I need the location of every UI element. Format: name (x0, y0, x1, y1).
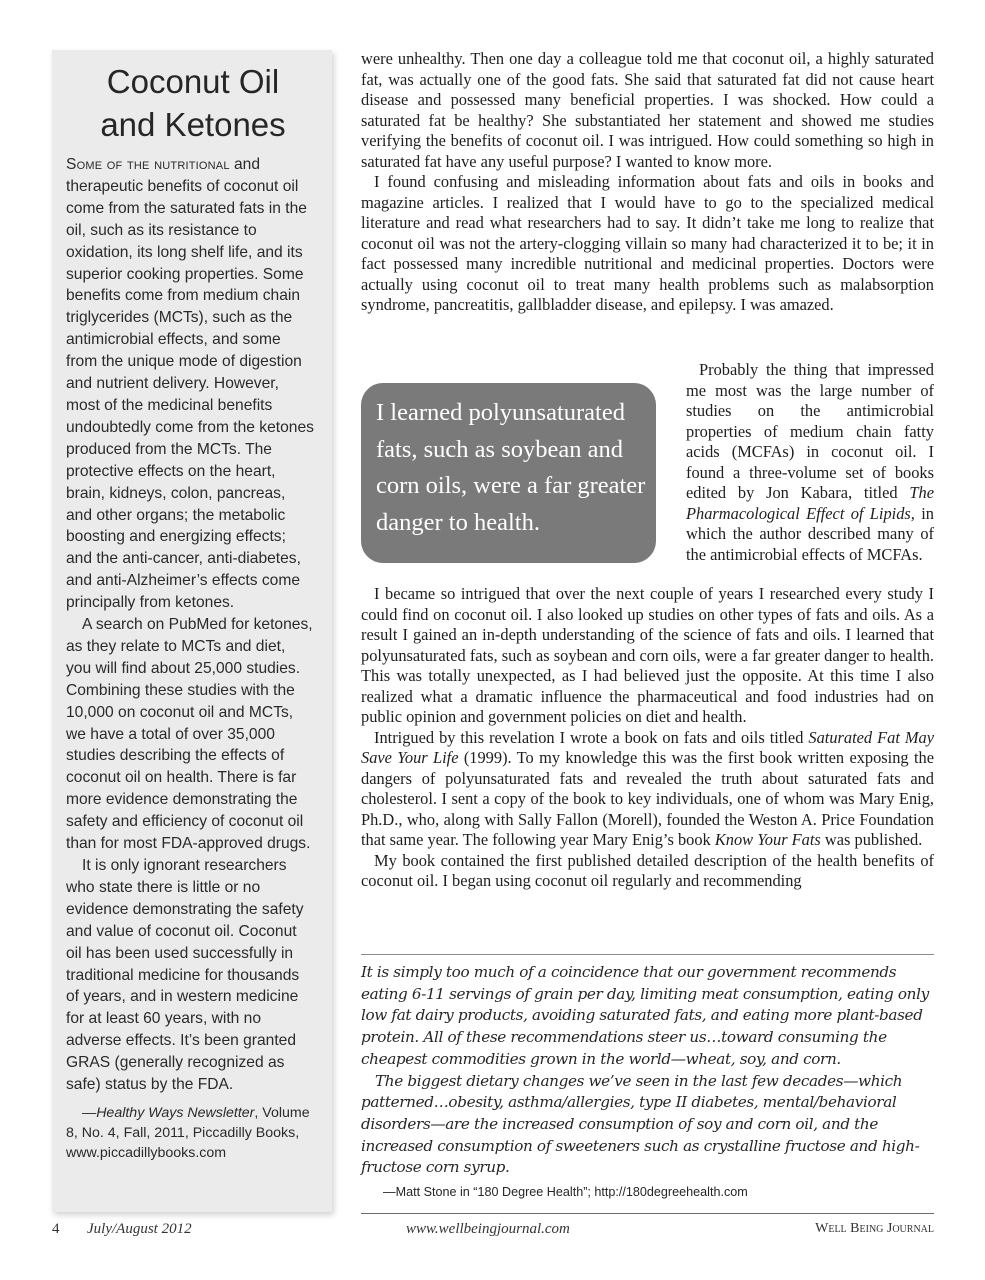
paragraph-5-end: was published. (820, 830, 923, 849)
paragraph-3-start: Probably the thing that impressed me most was the large number of studies on the antimicrobial properties of medium chain fatty acids (MCFAs) in coconut oil. I found a three-volume set of books edited by Jon Kabara, titled (686, 360, 934, 502)
quote-paragraph-2: The biggest dietary changes we’ve seen in the last few decades—which patterned…obesity, asthma/allergies, type II diabetes, mental/behavioral disorders—are the increased consumption of soy and corn oil, and the increased consumption of sweeteners such as crystalline fructose and high-fructose corn syrup. (361, 1071, 920, 1177)
issue-date: July/August 2012 (87, 1221, 192, 1237)
page-footer (0, 1221, 985, 1241)
paragraph-3-end: in which the author described many of the antimicrobial effects of MCFAs. (686, 503, 934, 564)
quote-box (361, 962, 934, 1201)
sidebar-paragraph-1 (66, 154, 314, 614)
sidebar-title-line1: Coconut Oil (106, 63, 280, 100)
paragraph-5-mid: (1999). To my knowledge this was the first book written exposing the dangers of polyunsaturated fats and revealed the truth about saturated fats and cholesterol. I sent a copy of the book to key individuals, one of whom was Mary Enig, Ph.D., who, along with Sally Fallon (Morell), founded the Weston A. Price Foundation that same year. The following year Mary Enig’s book (361, 748, 934, 849)
article-paragraph-4: I became so intrigued that over the next couple of years I researched every study I could find on coconut oil. I also looked up studies on other types of fats and oils. As a result I gained an in-depth understanding of the science of fats and oils. I learned that polyunsaturated fats, such as soybean and corn oils, were a far greater danger to health. This was totally unexpected, as I had believed just the opposite. At this time I also realized what a dramatic influence the pharmaceutical and food industries had on public opinion and government policies on diet and health. (361, 584, 934, 726)
article-paragraph-1: were unhealthy. Then one day a colleague told me that coconut oil, a highly saturated fat, was actually one of the good fats. She said that saturated fat did not cause heart disease and possessed many beneficial properties. I was shocked. How could a saturated fat be healthy? She substantiated her statement and showed me studies verifying the benefits of coconut oil. I was intrigued. How could something so high in saturated fat have any useful purpose? I wanted to know more. (361, 49, 934, 171)
sidebar-paragraph-3: It is only ignorant researchers who state there is little or no evidence demonstrating the safety and value of coconut oil. Coconut oil has been used successfully in traditional medicine for thousands of years, and in western medicine for at least 60 years, with no adverse effects. It’s been granted GRAS (generally recognized as safe) status by the FDA. (66, 857, 304, 1094)
sidebar-body (66, 154, 314, 1163)
article-wrap-column (686, 360, 934, 565)
article-paragraph-5 (361, 728, 934, 851)
divider-top (361, 954, 934, 955)
quote-paragraph-1: It is simply too much of a coincidence that our government recommends eating 6-11 servings of grain per day, limiting meat consumption, eating only low fat dairy products, avoiding saturated fats, and eating more plant-based protein. All of these recommendations steer us…toward consuming the cheapest commodities grown in the world—wheat, soy, and corn. (361, 963, 929, 1068)
website-link[interactable]: www.wellbeingjournal.com (406, 1221, 570, 1237)
page-number: 4 (52, 1221, 60, 1237)
sidebar-title (66, 60, 314, 146)
credit-details: , Volume 8, No. 4, Fall, 2011, Piccadilly Books, www.piccadillybooks.com (66, 1104, 310, 1161)
sidebar-paragraph-2: A search on PubMed for ketones, as they relate to MCTs and diet, you will find about 25,000 studies. Combining these studies with the 10,000 on coconut oil and MCTs, we have a total of over 35,000 studies describing the effects of coconut oil on health. There is far more evidence demonstrating the safety and efficiency of coconut oil than for most FDA-approved drugs. (66, 616, 313, 853)
book-title-know-your-fats: Know Your Fats (714, 830, 821, 849)
book-title-pharmacological-effect: The Pharmacological Effect of Lipids, (686, 483, 934, 523)
article-paragraph-2: I found confusing and misleading information about fats and oils in books and magazine articles. I realized that I would have to go to the specialized medical literature and read what researchers had to say. It didn’t take me long to realize that coconut oil was not the artery-clogging villain so many had characterized it to be; it in fact possessed many incredible nutritional and medicinal properties. Doctors were actually using coconut oil to treat many health problems such as malabsorption syndrome, pancreatitis, gallbladder disease, and epilepsy. I was amazed. (361, 172, 934, 314)
article-paragraph-3 (686, 360, 934, 565)
article-paragraph-6: My book contained the first published detailed description of the health benefits of coconut oil. I began using coconut oil regularly and recommending (361, 850, 934, 890)
divider-bottom (361, 1213, 934, 1214)
article-column-bottom (361, 584, 934, 892)
sidebar-credit (66, 1103, 314, 1163)
article-column-top (361, 49, 934, 316)
credit-source: Healthy Ways Newsletter (96, 1104, 255, 1121)
sidebar-lead-smallcaps: Some of the nutritional (66, 156, 230, 173)
sidebar-title-line2: and Ketones (100, 106, 286, 143)
pull-quote (361, 383, 656, 563)
quote-attribution: —Matt Stone in “180 Degree Health”; http://180degreehealth.com (383, 1185, 748, 1200)
sidebar-paragraph-1-text: and therapeutic benefits of coconut oil come from the saturated fats in the oil, such as its resistance to oxidation, its long shelf life, and its superior cooking properties. Some benefits come from medium chain triglycerides (MCTs), such as the antimicrobial effects, and some from the unique mode of digestion and nutrient delivery. However, most of the medicinal benefits undoubtedly come from the ketones produced from the MCTs. The protective effects on the heart, brain, kidneys, colon, pancreas, and other organs; the metabolic boosting and energizing effects; and the anti-cancer, anti-diabetes, and anti-Alzheimer’s effects come principally from ketones. (66, 156, 314, 612)
book-title-saturated-fat: Saturated Fat May Save Your Life (361, 727, 934, 767)
sidebar-box (52, 50, 332, 1212)
publication-name: Well Being Journal (815, 1221, 934, 1236)
credit-dash: — (82, 1104, 97, 1121)
pull-quote-text: I learned polyunsaturated fats, such as soybean and corn oils, were a far greater danger to health. (376, 399, 646, 536)
paragraph-5-start: Intrigued by this revelation I wrote a book on fats and oils titled (374, 727, 809, 747)
